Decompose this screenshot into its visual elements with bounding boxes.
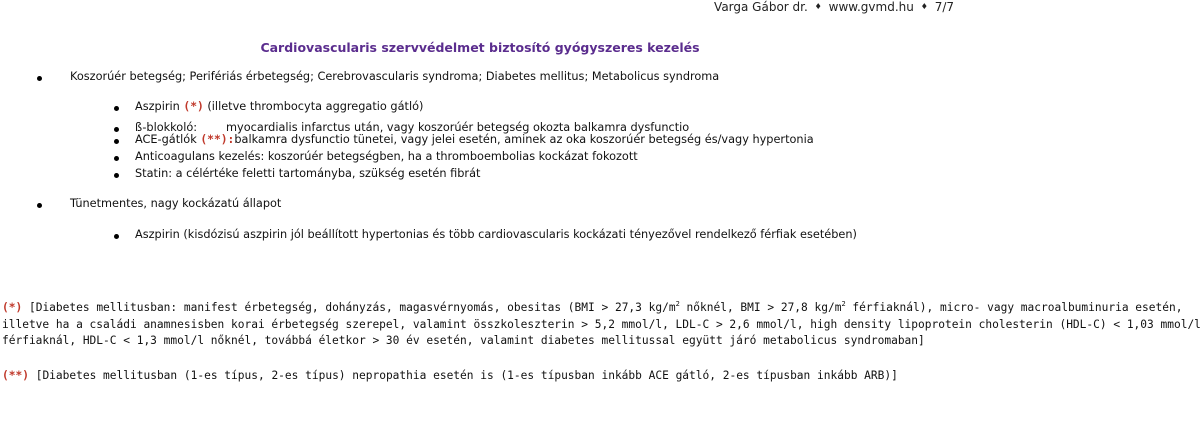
bullet-icon [114, 173, 119, 178]
bullet-icon [114, 127, 119, 132]
footnote-1: (*) [Diabetes mellitusban: manifest érbetegség, dohányzás, magasvérnyomás, obesitas (BMI > 27,3 $kg/m^2$ nőknél, BMI > 27,8 $kg/m^2$ férfiaknál), micro- vagy macroalbuminuria esetén, [2, 300, 1183, 314]
bullet-icon [114, 139, 119, 144]
footnote-2: (**) [Diabetes mellitusban (1-es típus, 2-es típus) nepropathia esetén is (1-es típusban inkább ACE gátló, 2-es típusban inkább ARB)] [2, 369, 898, 382]
bullet-icon [37, 76, 42, 81]
site-link[interactable]: www.gvmd.hu [828, 0, 914, 14]
page-title: Cardiovascularis szervvédelmet biztosító gyógyszeres kezelés [260, 40, 700, 55]
list-item: ACE-gátlók (**):balkamra dysfunctio tünetei, vagy jelei esetén, aminek az oka koszorúér betegség és/vagy hypertonia [135, 133, 814, 146]
list-item-text: myocardialis infarctus után, vagy koszorúér betegség okozta balkamra dysfunctio [226, 121, 690, 134]
diamond-separator-icon: ♦ [814, 2, 822, 11]
page-number: 7/7 [934, 0, 954, 14]
section1-heading: Koszorúér betegség; Perifériás érbetegség; Cerebrovascularis syndroma; Diabetes mellitus; Metabolicus syndroma [70, 70, 720, 83]
footnote-mark: (*) [2, 301, 23, 314]
list-item: Aszpirin (kisdózisú aszpirin jól beállított hypertonias és több cardiovascularis kockázati tényezővel rendelkező férfiak esetében) [135, 228, 857, 241]
author-name: Varga Gábor dr. [714, 0, 808, 14]
list-item: Anticoagulans kezelés: koszorúér betegségben, ha a thromboembolias kockázat fokozott [135, 150, 638, 163]
bullet-icon [114, 156, 119, 161]
section2-heading: Tünetmentes, nagy kockázatú állapot [70, 197, 282, 210]
bullet-icon [114, 234, 119, 239]
list-item: ß-blokkoló: [135, 121, 198, 134]
footnote-1-line-2: illetve ha a családi anamnesisben korai érbetegség szerepel, valamint összkoleszterin > 5,2 mmol/l, LDL-C > 2,6 mmol/l, high density lipoprotein cholesterin (HDL-C) < 1,03 mmol/l [2, 318, 1201, 331]
list-item: Aszpirin (*) (illetve thrombocyta aggregatio gátló) [135, 100, 424, 113]
footnote-mark: (**): [200, 133, 235, 146]
diamond-separator-icon: ♦ [920, 2, 928, 11]
bullet-icon [37, 203, 42, 208]
page-header [714, 0, 954, 14]
footnote-mark: (*) [183, 100, 204, 113]
footnote-1-line-3: férfiaknál, HDL-C < 1,3 mmol/l nőknél, továbbá életkor > 30 év esetén, valamint diabetes mellitussal együtt járó metabolicus syndromaban] [2, 334, 925, 347]
list-item: Statin: a célértéke feletti tartományba, szükség esetén fibrát [135, 167, 481, 180]
footnote-mark: (**) [2, 369, 29, 382]
bullet-icon [114, 106, 119, 111]
